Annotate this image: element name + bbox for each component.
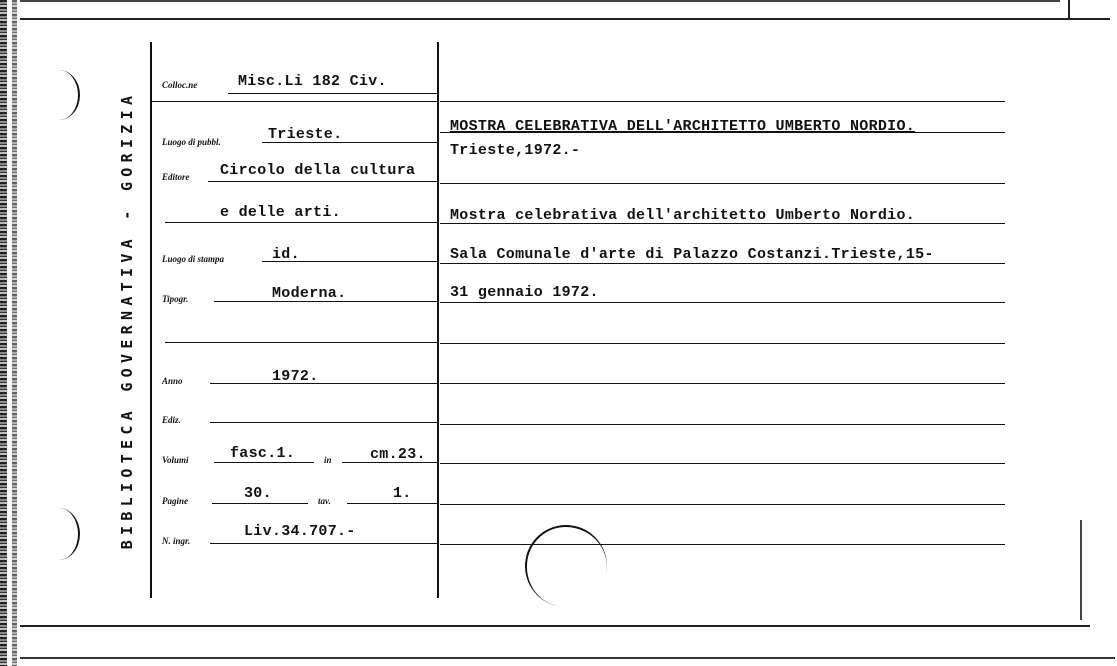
top-border-remnant xyxy=(20,0,1060,2)
card-top-edge xyxy=(20,18,1110,20)
label-collocazione: Colloc.ne xyxy=(162,80,198,90)
rule-right-1 xyxy=(440,101,1005,102)
card-right-edge xyxy=(1080,520,1082,620)
value-luogo-pubbl: Trieste. xyxy=(268,126,343,143)
rule-volumi xyxy=(214,462,314,463)
rule-right-5 xyxy=(440,263,1005,264)
value-tavole: 1. xyxy=(393,485,412,502)
punch-hole-arc-bottom xyxy=(38,508,80,560)
value-collocazione: Misc.Li 182 Civ. xyxy=(238,73,387,90)
description-place-date: Trieste,1972.- xyxy=(450,142,581,159)
punch-hole-arc-top xyxy=(38,70,80,120)
library-stamp-text: BIBLIOTECA GOVERNATIVA - GORIZIA xyxy=(118,90,136,550)
label-tipografia: Tipogr. xyxy=(162,294,189,304)
scan-edge-left-inner xyxy=(12,0,17,666)
value-anno: 1972. xyxy=(272,368,319,385)
value-formato: cm.23. xyxy=(370,446,426,463)
rule-right-6 xyxy=(440,302,1005,303)
label-pagine: Pagine xyxy=(162,496,188,506)
rule-anno xyxy=(210,383,438,384)
rule-right-11 xyxy=(440,504,1005,505)
value-pagine: 30. xyxy=(244,485,272,502)
rule-right-12 xyxy=(440,544,1005,545)
rule-pagine xyxy=(212,503,308,504)
rule-right-3 xyxy=(440,183,1005,184)
rule-editore-2 xyxy=(165,222,438,223)
right-edge-mark xyxy=(1068,0,1070,20)
description-note-1: Mostra celebrativa dell'architetto Umberto Nordio. xyxy=(450,207,916,224)
rule-full-1 xyxy=(150,101,438,102)
rule-blank xyxy=(165,342,438,343)
rule-right-10 xyxy=(440,463,1005,464)
card-bottom-edge xyxy=(20,625,1090,627)
rule-right-8 xyxy=(440,383,1005,384)
value-editore-2: e delle arti. xyxy=(220,204,341,221)
label-tavole: tav. xyxy=(318,496,331,506)
rule-editore xyxy=(208,181,438,182)
rule-right-7 xyxy=(440,343,1005,344)
card-bottom-edge-2 xyxy=(20,657,1115,659)
rule-edizione xyxy=(210,422,438,423)
rule-collocazione xyxy=(228,93,438,94)
rule-tavole xyxy=(347,503,438,504)
label-volumi: Volumi xyxy=(162,455,189,465)
value-editore-1: Circolo della cultura xyxy=(220,162,416,179)
label-formato: in xyxy=(324,455,332,465)
label-editore: Editore xyxy=(162,172,190,182)
value-n-ingresso: Liv.34.707.- xyxy=(244,523,356,540)
description-note-3: 31 gennaio 1972. xyxy=(450,284,599,301)
rule-right-9 xyxy=(440,424,1005,425)
center-divider-rule xyxy=(437,42,439,598)
label-n-ingresso: N. ingr. xyxy=(162,536,191,546)
label-luogo-pubbl: Luogo di pubbl. xyxy=(162,137,221,147)
description-note-2: Sala Comunale d'arte di Palazzo Costanzi.Trieste,15- xyxy=(450,246,934,263)
label-anno: Anno xyxy=(162,376,183,386)
value-luogo-stampa: id. xyxy=(272,246,300,263)
stamp-arc xyxy=(519,519,614,614)
label-edizione: Ediz. xyxy=(162,415,181,425)
scan-edge-left xyxy=(0,0,7,666)
left-margin-rule xyxy=(150,42,152,598)
rule-n-ingresso xyxy=(210,543,438,544)
label-luogo-stampa: Luogo di stampa xyxy=(162,254,225,264)
value-volumi: fasc.1. xyxy=(230,445,296,462)
value-tipografia: Moderna. xyxy=(272,285,347,302)
description-title: MOSTRA CELEBRATIVA DELL'ARCHITETTO UMBERTO NORDIO. xyxy=(450,118,916,135)
